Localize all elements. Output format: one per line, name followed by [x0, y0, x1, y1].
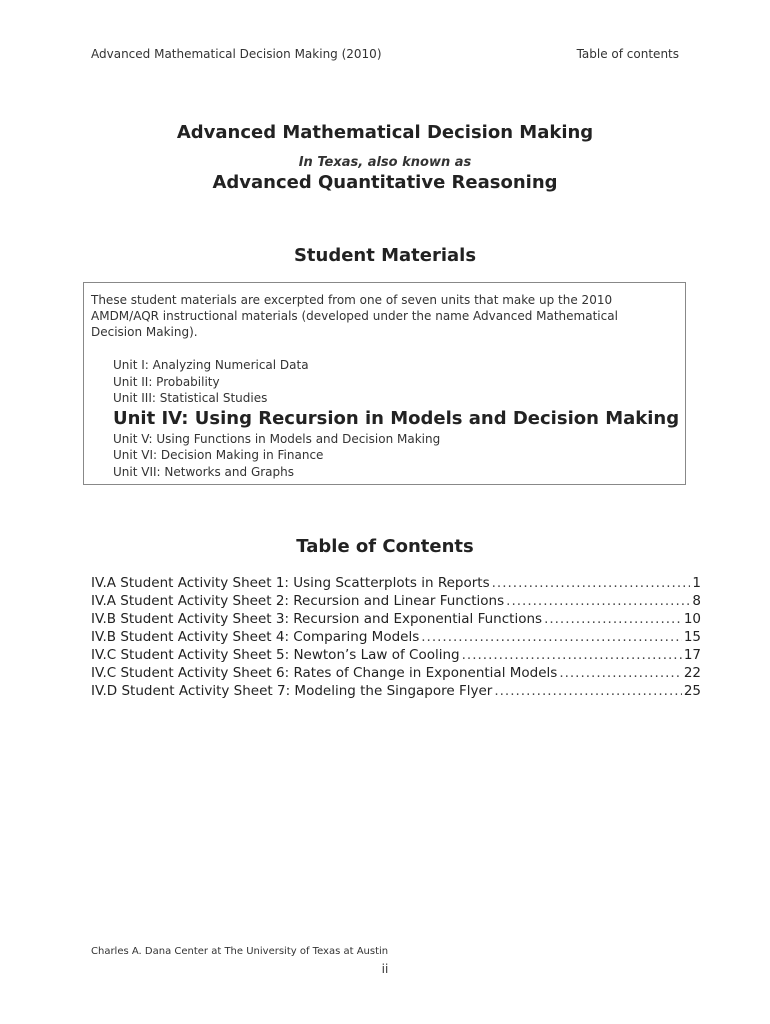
toc-entry[interactable]	[91, 610, 701, 628]
document-title: Advanced Mathematical Decision Making	[176, 122, 594, 143]
running-header-title: Advanced Mathematical Decision Making (2010)	[91, 47, 382, 61]
unit-item: Unit III: Statistical Studies	[113, 391, 268, 405]
toc-entry[interactable]	[91, 628, 701, 646]
toc-entry-page: 22	[683, 665, 701, 681]
unit-item: Unit VI: Decision Making in Finance	[113, 448, 324, 462]
toc-entry-page: 1	[692, 575, 701, 591]
toc-entry[interactable]	[91, 646, 701, 664]
toc-entry[interactable]	[91, 574, 701, 592]
toc-entry-title: IV.B Student Activity Sheet 3: Recursion and Exponential Functions	[91, 611, 543, 627]
toc-entry-title: IV.D Student Activity Sheet 7: Modeling the Singapore Flyer	[91, 683, 493, 699]
toc-entry[interactable]	[91, 592, 701, 610]
unit-item: Unit V: Using Functions in Models and Decision Making	[113, 431, 441, 446]
toc-entry-title: IV.C Student Activity Sheet 5: Newton’s Law of Cooling	[91, 647, 460, 663]
toc-entry[interactable]	[91, 664, 701, 682]
unit-info-box	[83, 282, 686, 485]
leader-dots	[559, 664, 682, 682]
toc-entry-title: IV.A Student Activity Sheet 2: Recursion and Linear Functions	[91, 593, 505, 609]
unit-item: Unit VII: Networks and Graphs	[113, 464, 295, 479]
toc-entry-page: 10	[683, 611, 701, 627]
page-number: ii	[381, 962, 389, 976]
section-title: Student Materials	[293, 245, 477, 266]
intro-paragraph: These student materials are excerpted from one of seven units that make up the 2010 AMDM/AQR instructional materials (developed under the name Advanced Mathematical Decision Making).	[91, 293, 618, 339]
unit-item: Unit II: Probability	[113, 374, 220, 389]
toc-entry-title: IV.A Student Activity Sheet 1: Using Scatterplots in Reports	[91, 575, 490, 591]
leader-dots	[494, 682, 681, 700]
running-header-section: Table of contents	[576, 47, 679, 61]
leader-dots	[462, 646, 682, 664]
unit-item: Unit I: Analyzing Numerical Data	[113, 358, 309, 372]
toc-entry-page: 15	[683, 629, 701, 645]
document-alt-title: Advanced Quantitative Reasoning	[212, 172, 558, 193]
toc-entry-page: 17	[683, 647, 701, 663]
leader-dots	[506, 592, 690, 610]
toc-title: Table of Contents	[296, 536, 474, 557]
toc-entry-title: IV.C Student Activity Sheet 6: Rates of Change in Exponential Models	[91, 665, 558, 681]
leader-dots	[421, 628, 682, 646]
toc-entry-page: 8	[692, 593, 701, 609]
leader-dots	[492, 574, 691, 592]
unit-item-current: Unit IV: Using Recursion in Models and Decision Making	[113, 407, 680, 429]
document-subtitle: In Texas, also known as	[298, 155, 472, 170]
table-of-contents	[91, 574, 701, 700]
toc-entry-page: 25	[683, 683, 701, 699]
toc-entry-title: IV.B Student Activity Sheet 4: Comparing Models	[91, 629, 420, 645]
unit-list	[113, 357, 679, 480]
page-footer: Charles A. Dana Center at The University of Texas at Austin	[91, 946, 389, 957]
toc-entry[interactable]	[91, 682, 701, 700]
leader-dots	[544, 610, 682, 628]
